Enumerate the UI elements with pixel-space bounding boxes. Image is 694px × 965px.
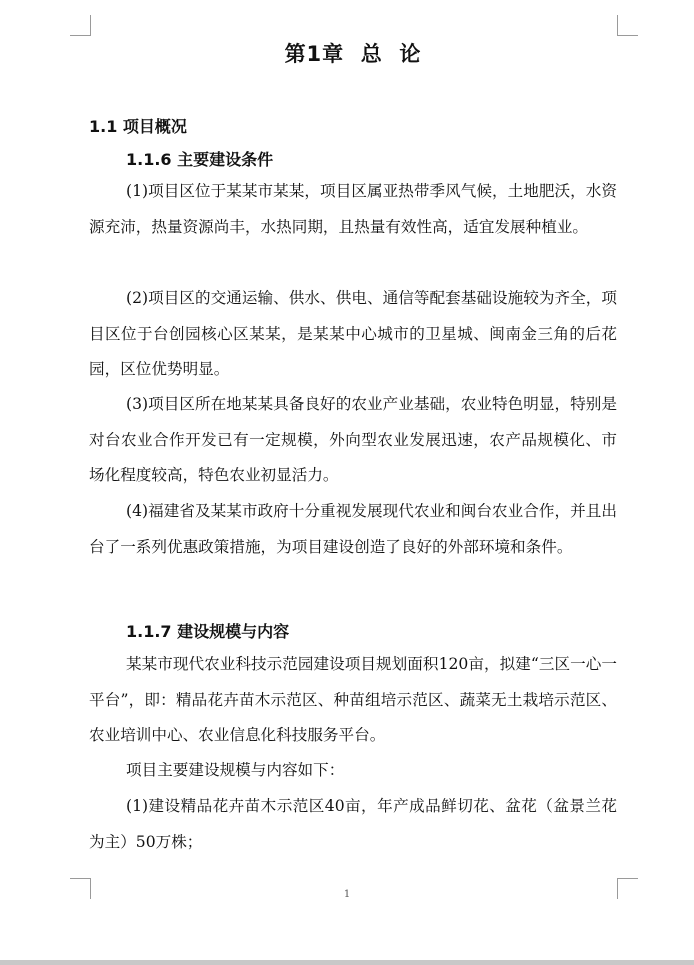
chapter-title: 第1章 总 论	[284, 42, 422, 66]
scale-paragraph-2: 项目主要建设规模与内容如下：	[126, 761, 345, 779]
scale-paragraph-3: (1)建设精品花卉苗木示范区40亩，年产成品鲜切花、盆花（盆景兰花为主）50万株；	[89, 797, 617, 851]
subsection-heading-main-conditions: 1.1.6 主要建设条件	[126, 150, 274, 169]
subsection-heading-scale: 1.1.7 建设规模与内容	[126, 622, 290, 641]
condition-paragraph-4: (4)福建省及某某市政府十分重视发展现代农业和闽台农业合作，并且出台了一系列优惠政策措施，为项目建设创造了良好的外部环境和条件。	[89, 502, 617, 556]
condition-paragraph-1: (1)项目区位于某某市某某，项目区属亚热带季风气候，土地肥沃，水资源充沛，热量资源尚丰，水热同期，且热量有效性高，适宜发展种植业。	[89, 182, 617, 236]
page-gap-strip	[0, 960, 694, 965]
crop-mark-top-left	[70, 15, 91, 36]
condition-paragraph-3: (3)项目区所在地某某具备良好的农业产业基础，农业特色明显，特别是对台农业合作开发已有一定规模，外向型农业发展迅速，农产品规模化、市场化程度较高，特色农业初显活力。	[89, 395, 617, 484]
scale-paragraph-1: 某某市现代农业科技示范园建设项目规划面积120亩，拟建“三区一心一平台”，即：精品花卉苗木示范区、种苗组培示范区、蔬菜无土栽培示范区、农业培训中心、农业信息化科技服务平台。	[89, 655, 617, 744]
condition-paragraph-2: (2)项目区的交通运输、供水、供电、通信等配套基础设施较为齐全，项目区位于台创园核心区某某，是某某中心城市的卫星城、闽南金三角的后花园，区位优势明显。	[89, 289, 617, 378]
crop-mark-top-right	[617, 15, 638, 36]
section-heading: 1.1 项目概况	[89, 117, 187, 136]
page-number: 1	[343, 889, 351, 900]
